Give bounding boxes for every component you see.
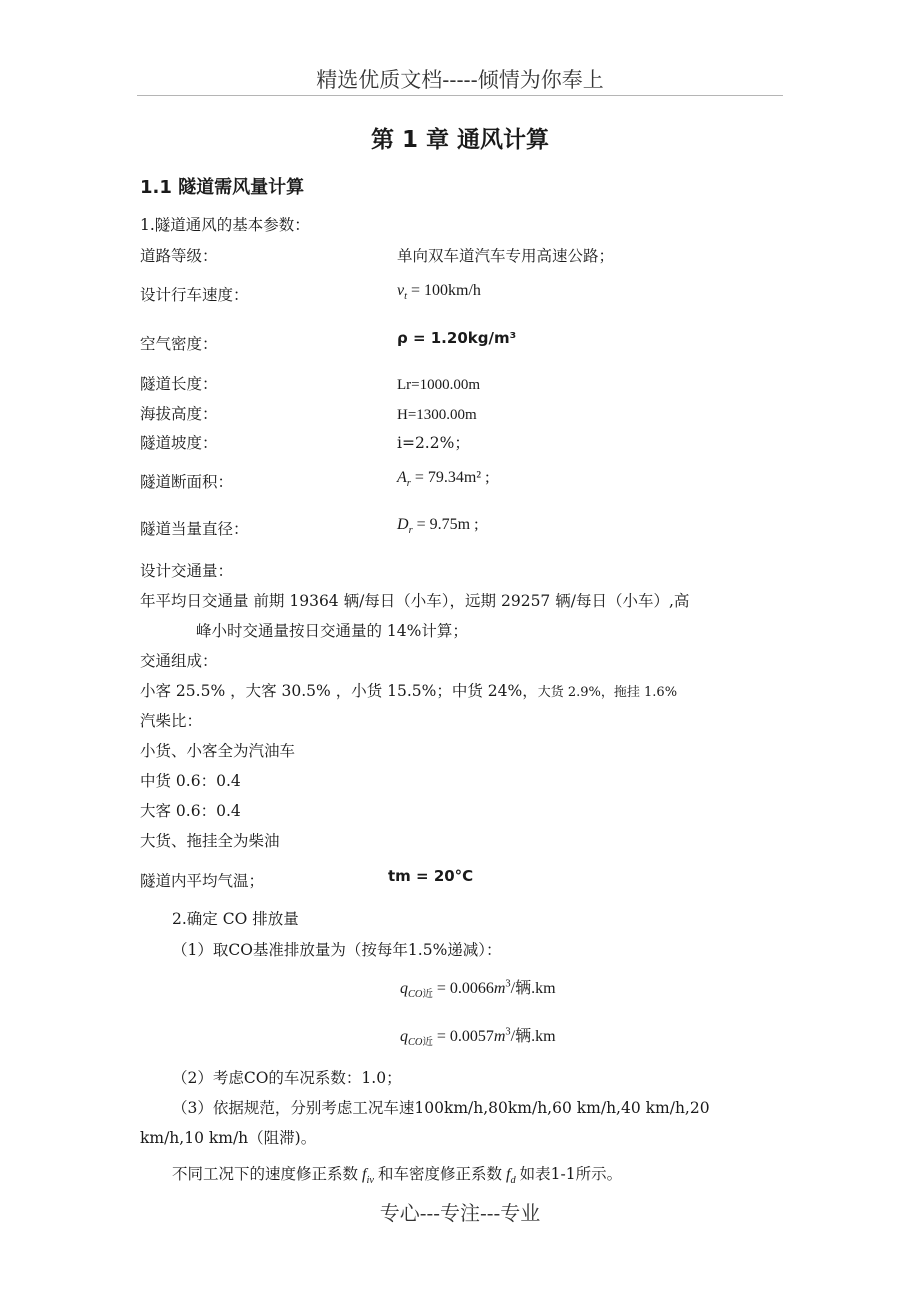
co-formula-2: $q_{CO近} = 0.0057m^3/$辆.km bbox=[400, 1026, 556, 1049]
co-closing-part-3: 如表1-1所示。 bbox=[519, 1165, 623, 1183]
ratio-line-4: 大货、拖挂全为柴油 bbox=[140, 832, 280, 850]
traffic-line-2: 峰小时交通量按日交通量的 14%计算； bbox=[196, 622, 468, 640]
ratio-heading: 汽柴比： bbox=[140, 712, 203, 730]
co-item-2: （2）考虑CO的车况系数：1.0； bbox=[172, 1069, 402, 1087]
length-label: 隧道长度： bbox=[140, 375, 218, 393]
altitude-value: H=1300.00m bbox=[397, 407, 477, 423]
composition-main: 小客 25.5% ，大客 30.5% ，小货 15.5%；中货 24%， bbox=[140, 682, 538, 700]
area-label: 隧道断面积： bbox=[140, 473, 234, 491]
co-item-1: （1）取CO基准排放量为（按每年1.5%递减）： bbox=[172, 941, 502, 959]
slope-value: i=2.2%； bbox=[397, 434, 470, 452]
speed-label: 设计行车速度： bbox=[140, 286, 249, 304]
co-q1-value: 0.0066 bbox=[449, 980, 494, 997]
co-q2-value: 0.0057 bbox=[449, 1028, 494, 1045]
co-item-3-line-2: km/h,10 km/h（阻滞)。 bbox=[140, 1129, 317, 1147]
air-density-label: 空气密度： bbox=[140, 335, 218, 353]
co-q2-unit: /辆.km bbox=[510, 1028, 556, 1045]
diameter-label: 隧道当量直径： bbox=[140, 520, 249, 538]
header-divider bbox=[137, 95, 783, 96]
air-density-value: ρ = 1.20kg/m³ bbox=[397, 329, 517, 347]
co-q1-unit: /辆.km bbox=[510, 980, 556, 997]
area-number: 79.34m² bbox=[427, 469, 482, 486]
traffic-heading: 设计交通量： bbox=[140, 562, 234, 580]
slope-label: 隧道坡度： bbox=[140, 434, 218, 452]
composition-small: 大货 2.9%，拖挂 1.6% bbox=[537, 685, 678, 700]
temperature-label: 隧道内平均气温； bbox=[140, 872, 265, 890]
co-closing-part-2: 和车密度修正系数 bbox=[377, 1165, 502, 1183]
co-closing-part-1: 不同工况下的速度修正系数 bbox=[172, 1165, 359, 1183]
area-value: $A_r = 79.34m^2$ ; bbox=[397, 469, 490, 490]
co-heading: 2.确定 CO 排放量 bbox=[172, 910, 299, 928]
ratio-line-3: 大客 0.6：0.4 bbox=[140, 802, 241, 820]
co-formula-1: $q_{CO近} = 0.0066m^3/$辆.km bbox=[400, 978, 556, 1001]
altitude-label: 海拔高度： bbox=[140, 405, 218, 423]
length-value: Lr=1000.00m bbox=[397, 377, 481, 393]
road-grade-label: 道路等级： bbox=[140, 247, 218, 265]
chapter-title: 第 1 章 通风计算 bbox=[370, 127, 550, 153]
road-grade-value: 单向双车道汽车专用高速公路； bbox=[397, 247, 615, 265]
speed-value: $v_t = 100km/h$ bbox=[397, 282, 481, 303]
ratio-line-1: 小货、小客全为汽油车 bbox=[140, 742, 296, 760]
page-footer: 专心---专注---专业 bbox=[379, 1201, 541, 1225]
section-title: 1.1 隧道需风量计算 bbox=[140, 177, 305, 198]
composition-heading: 交通组成： bbox=[140, 652, 218, 670]
page-header: 精选优质文档-----倾情为你奉上 bbox=[316, 68, 604, 92]
speed-number: 100km/h bbox=[424, 282, 481, 299]
params-heading: 1.隧道通风的基本参数： bbox=[140, 216, 310, 234]
co-item-3-line-1: （3）依据规范，分别考虑工况车速100km/h,80km/h,60 km/h,40 km/h,20 bbox=[172, 1099, 710, 1117]
diameter-number: 9.75m bbox=[429, 516, 471, 533]
traffic-line-1: 年平均日交通量 前期 19364 辆/每日（小车），远期 29257 辆/每日（小车）,高 bbox=[140, 592, 690, 610]
ratio-line-2: 中货 0.6：0.4 bbox=[140, 772, 241, 790]
diameter-value: $D_r = 9.75m$ ; bbox=[397, 516, 479, 537]
temperature-value: tm = 20°C bbox=[388, 867, 474, 885]
co-closing: 不同工况下的速度修正系数 $f_{iv}$ 和车密度修正系数 $f_d$ 如表1-1所示。 bbox=[172, 1165, 623, 1187]
composition-line bbox=[140, 679, 677, 701]
